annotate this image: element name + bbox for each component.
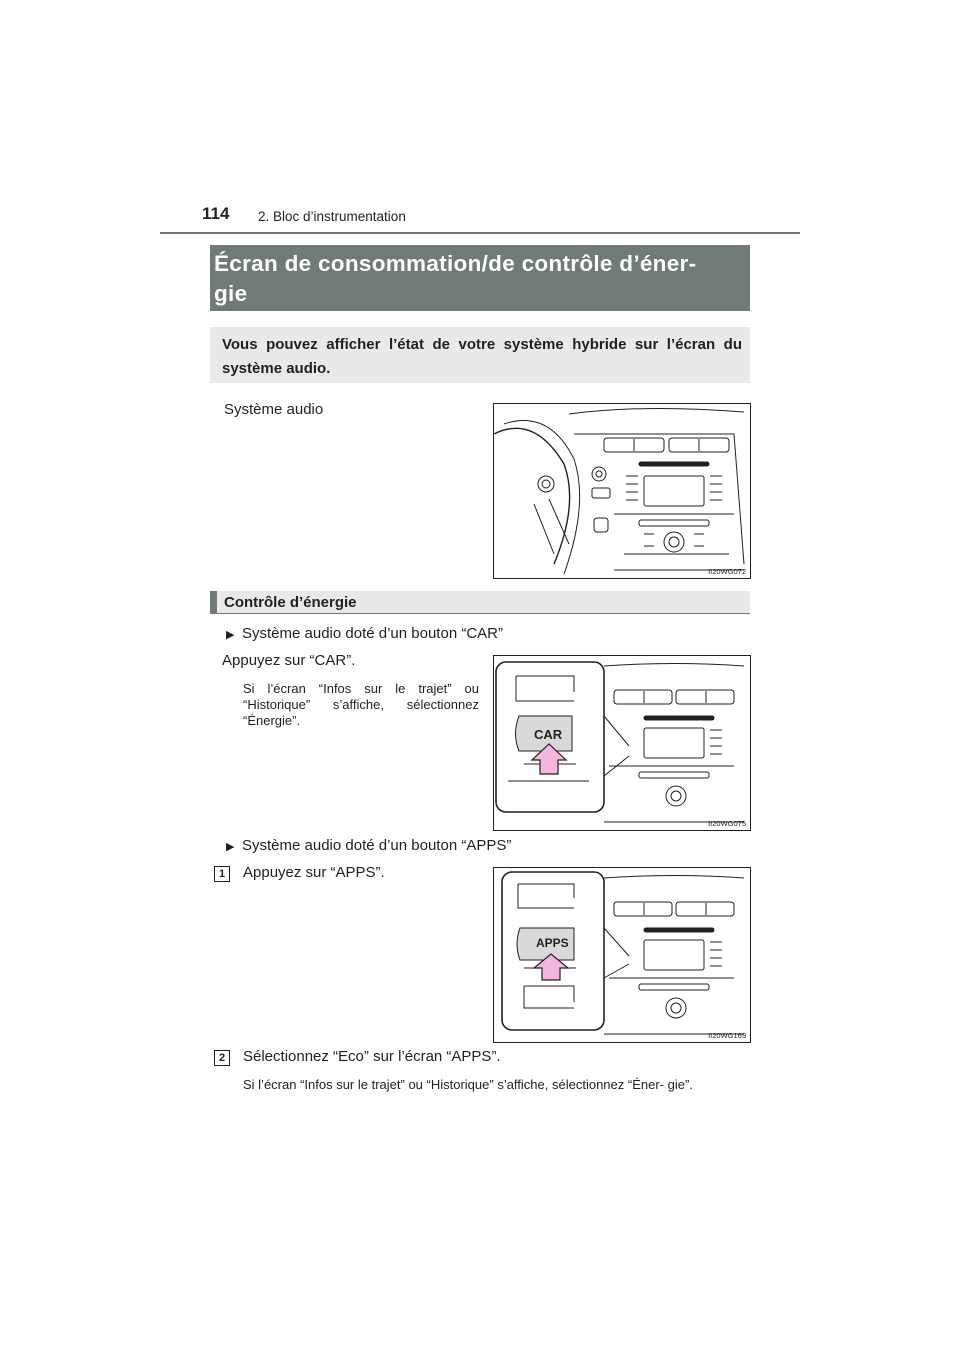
subsection-heading: Contrôle d’énergie <box>224 594 357 611</box>
figure-code: II20WG072 <box>708 567 746 576</box>
car-bullet-item <box>226 625 503 642</box>
page-number: 114 <box>202 204 230 223</box>
page-title-line2: gie <box>214 281 248 306</box>
step-number-1: 1 <box>214 866 230 882</box>
header-rule <box>160 232 800 234</box>
audio-system-label: Système audio <box>224 401 324 418</box>
step2-note: Si l’écran “Infos sur le trajet” ou “Historique” s’affiche, sélectionnez “Éner- gie”. <box>243 1077 693 1092</box>
triangle-bullet-icon: ▶ <box>226 841 235 853</box>
apps-bullet-item <box>226 837 511 854</box>
page-title-line1: Écran de consommation/de contrôle d’éner- <box>214 251 697 276</box>
step1-text: Appuyez sur “APPS”. <box>243 864 385 881</box>
car-bullet-text: Système audio doté d’un bouton “CAR” <box>242 625 503 642</box>
subsection-bar <box>210 591 217 613</box>
figure-code: II20WG075 <box>708 819 746 828</box>
car-button-label: CAR <box>534 727 563 742</box>
figure-apps-button <box>493 867 751 1043</box>
apps-button-label: APPS <box>536 936 569 950</box>
figure-dashboard <box>493 403 751 579</box>
step-number-2: 2 <box>214 1050 230 1066</box>
step2-text: Sélectionnez “Eco” sur l’écran “APPS”. <box>243 1048 501 1065</box>
figure-code: II20WG169 <box>708 1031 746 1040</box>
subsection-rule <box>210 613 750 614</box>
car-instruction: Appuyez sur “CAR”. <box>222 652 356 669</box>
intro-text: Vous pouvez afficher l’état de votre système hybride sur l’écran du système audio. <box>222 336 742 377</box>
car-note: Si l’écran “Infos sur le trajet” ou “Historique” s’affiche, sélectionnez “Énergie”. <box>243 681 479 728</box>
running-header: 2. Bloc d’instrumentation <box>258 209 406 224</box>
apps-bullet-text: Système audio doté d’un bouton “APPS” <box>242 837 512 854</box>
triangle-bullet-icon: ▶ <box>226 629 235 641</box>
page-title <box>214 249 754 309</box>
figure-car-button <box>493 655 751 831</box>
